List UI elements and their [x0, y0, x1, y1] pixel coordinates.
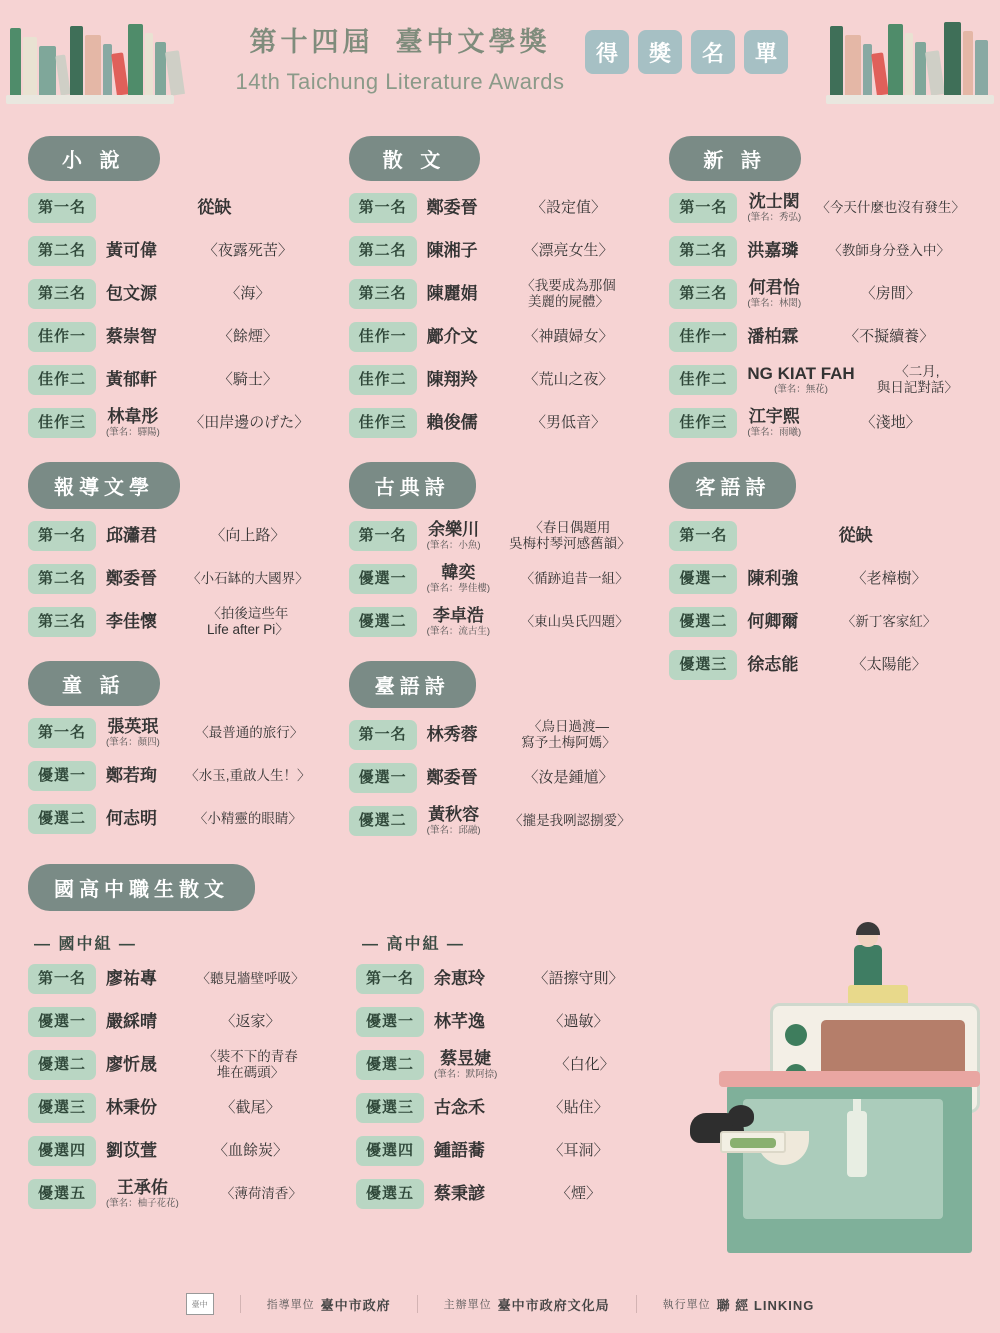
divider [636, 1295, 637, 1313]
work-title: 〈汝是鍾馗〉 [523, 769, 614, 786]
winner-name: 何志明 [106, 809, 157, 829]
bookshelf-left-illustration [0, 0, 180, 118]
winner-rows [28, 519, 331, 639]
winner-name: 林芊逸 [434, 1012, 485, 1032]
work-title: 〈餘煙〉 [217, 328, 278, 345]
winner-name: 廖忻晟 [106, 1055, 157, 1075]
column-2 [349, 136, 652, 860]
winner-row [669, 406, 972, 440]
work-title: 〈烏日過渡— 寫予土梅阿媽〉 [521, 718, 616, 750]
winner-row [349, 191, 652, 225]
work-title: 〈田岸邊のげた〉 [189, 414, 310, 431]
rank-badge: 第三名 [28, 279, 96, 308]
work-title: 〈太陽能〉 [851, 656, 927, 673]
work-title: 〈耳洞〉 [548, 1142, 609, 1159]
pen-name: (筆名：秀弘) [747, 211, 802, 223]
winner-name: 陳翔羚 [426, 370, 478, 390]
rank-badge: 優選五 [28, 1179, 96, 1208]
work-title: 〈今天什麼也沒有發生〉 [816, 199, 965, 215]
winner-row [28, 1048, 336, 1082]
pen-name: (筆名：默阿捺) [434, 1068, 498, 1080]
rank-badge: 佳作三 [669, 408, 737, 437]
award-chip: 獎 [638, 30, 682, 74]
rank-badge: 優選三 [356, 1093, 424, 1122]
rank-badge: 優選三 [669, 650, 737, 679]
section-hakka-poetry [669, 462, 972, 682]
winner-name: 包文源 [106, 284, 157, 304]
rank-badge: 第二名 [28, 564, 96, 593]
pen-name: (筆名：學佳樓) [426, 582, 490, 594]
winner-row [28, 962, 336, 996]
work-title: 〈房間〉 [860, 285, 921, 302]
winner-name: 余樂川 (筆名：小魚) [426, 520, 481, 551]
pen-name: (筆名：流古生) [426, 625, 490, 637]
winner-row [28, 1134, 336, 1168]
rank-badge: 佳作一 [669, 322, 737, 351]
winner-name: 張英珉 (筆名：顏四) [106, 717, 160, 748]
winner-name: 陳利強 [747, 569, 799, 589]
title-block [200, 20, 600, 95]
rank-badge: 優選三 [28, 1093, 96, 1122]
winner-name: 陳麗娟 [426, 284, 478, 304]
winner-row [669, 277, 972, 311]
winner-row [28, 320, 331, 354]
rank-badge: 第一名 [349, 521, 417, 550]
footer-org: 臺中市政府文化局 [497, 1297, 610, 1313]
section-prose [349, 136, 652, 440]
winner-row [28, 519, 331, 553]
pen-name: (筆名：林閎) [747, 297, 802, 309]
winner-row [28, 363, 331, 397]
rank-badge: 第一名 [349, 193, 417, 222]
work-title: 〈小石缽的大國界〉 [187, 570, 309, 586]
rank-badge: 優選一 [669, 564, 737, 593]
winner-row [349, 234, 652, 268]
work-title: 〈水玉,重啟人生！〉 [185, 767, 311, 783]
rank-badge: 優選五 [356, 1179, 424, 1208]
winner-row [669, 605, 972, 639]
section-reportage [28, 462, 331, 639]
rank-badge: 第三名 [669, 279, 737, 308]
work-title: 〈小精靈的眼睛〉 [193, 810, 302, 826]
winner-row [356, 1177, 664, 1211]
winner-row [28, 716, 331, 750]
section-classical-poetry [349, 462, 652, 639]
winner-row [28, 1177, 336, 1211]
student-groups [28, 929, 972, 1220]
winner-name: 古念禾 [434, 1098, 485, 1118]
winners-content [0, 120, 1000, 1220]
winner-name: 何卿爾 [747, 612, 799, 632]
pen-name: (筆名：顏四) [106, 736, 160, 748]
winner-name: 韓奕 (筆名：學佳樓) [426, 563, 490, 594]
work-title: 〈我要成為那個 美麗的屍體〉 [521, 277, 616, 309]
work-title: 〈二月, 與日記對話〉 [876, 363, 958, 395]
work-title: 〈神蹟婦女〉 [523, 328, 614, 345]
winner-row [356, 1048, 664, 1082]
column-3 [669, 136, 972, 704]
winner-name: 蔡秉諺 [434, 1184, 485, 1204]
english-title: 14th Taichung Literature Awards [235, 69, 565, 94]
rank-badge: 優選四 [28, 1136, 96, 1165]
work-title: 〈循跡追昔一組〉 [520, 570, 629, 586]
winners-columns [28, 136, 972, 860]
rank-badge: 佳作三 [28, 408, 96, 437]
rank-badge: 第一名 [28, 521, 96, 550]
rank-badge: 第一名 [28, 193, 96, 222]
winner-rows [349, 519, 652, 639]
rank-badge: 優選二 [28, 804, 96, 833]
winner-rows [28, 716, 331, 836]
rank-badge: 優選一 [349, 564, 417, 593]
section-title: 客語詩 [669, 462, 796, 509]
winner-rows [356, 962, 664, 1211]
rank-badge: 第三名 [28, 607, 96, 636]
work-title: 〈老樟樹〉 [851, 570, 927, 587]
winner-name: 蔡昱婕 (筆名：默阿捺) [434, 1049, 498, 1080]
book-illustration [944, 22, 961, 95]
book-illustration [39, 46, 56, 95]
winner-name: NG KIAT FAH (筆名：無花) [747, 364, 855, 395]
rank-badge: 佳作一 [349, 322, 417, 351]
winner-row [28, 605, 331, 639]
winner-name: 鄭委晉 [426, 198, 478, 218]
winner-name: 洪嘉璘 [747, 241, 799, 261]
rank-badge: 第三名 [349, 279, 417, 308]
section-modern-poetry [669, 136, 972, 440]
winner-name: 嚴綵晴 [106, 1012, 157, 1032]
winner-row [28, 1091, 336, 1125]
winner-name: 王承佑 (筆名：柚子花花) [106, 1178, 179, 1209]
pen-name: (筆名：小魚) [426, 539, 481, 551]
section-title: 古典詩 [349, 462, 476, 509]
pen-name: (筆名：雨曦) [747, 426, 802, 438]
book-illustration [128, 24, 143, 95]
book-illustration [70, 26, 83, 95]
book-illustration [863, 44, 872, 95]
winner-name: 黃秋容 (筆名：邱融) [426, 805, 481, 836]
winner-rows [28, 191, 331, 440]
student-group-junior [28, 929, 336, 1220]
winner-row [349, 406, 652, 440]
rank-badge: 第二名 [669, 236, 737, 265]
section-title: 小 說 [28, 136, 160, 181]
rank-badge: 佳作二 [349, 365, 417, 394]
section-title: 散 文 [349, 136, 481, 181]
winner-row [28, 802, 331, 836]
rank-badge: 佳作三 [349, 408, 417, 437]
winner-row [349, 804, 652, 838]
winner-rows [349, 191, 652, 440]
winner-name: 林韋彤 (筆名：驛陽) [106, 407, 160, 438]
winner-row [349, 320, 652, 354]
work-title: 〈海〉 [225, 285, 271, 302]
winner-name: 江宇熙 (筆名：雨曦) [747, 407, 802, 438]
winner-name: 余恵玲 [434, 969, 485, 989]
rank-badge: 優選一 [28, 761, 96, 790]
work-title: 〈聽見牆壁呼吸〉 [196, 970, 305, 986]
winner-row [669, 648, 972, 682]
rank-badge: 第一名 [669, 193, 737, 222]
section-title: 臺語詩 [349, 661, 476, 708]
winner-row [669, 234, 972, 268]
footer-item [267, 1295, 391, 1314]
winner-row [28, 406, 331, 440]
rank-badge: 優選四 [356, 1136, 424, 1165]
bookshelf-right-illustration [820, 0, 1000, 118]
pen-name: (筆名：柚子花花) [106, 1197, 179, 1209]
book-illustration [963, 31, 973, 95]
work-title: 〈截尾〉 [220, 1099, 281, 1116]
award-chip: 得 [585, 30, 629, 74]
group-label: — 高中組 — [362, 936, 465, 953]
rank-badge: 優選一 [349, 763, 417, 792]
work-title: 〈貼住〉 [548, 1099, 609, 1116]
winner-row [349, 761, 652, 795]
winner-name: 鍾語蕎 [434, 1141, 485, 1161]
work-title: 〈攏是我咧認捌愛〉 [509, 812, 631, 828]
book-illustration [10, 28, 21, 95]
book-illustration [905, 33, 913, 95]
work-title: 〈東山吳氏四題〉 [520, 613, 629, 629]
rank-badge: 優選二 [28, 1050, 96, 1079]
winner-row [28, 234, 331, 268]
chinese-title [200, 20, 600, 59]
winner-name: 林秉份 [106, 1098, 157, 1118]
winner-name: 邱瀟君 [106, 526, 157, 546]
winner-name: 何君怡 (筆名：林閎) [747, 278, 802, 309]
winner-row [356, 1134, 664, 1168]
rank-badge: 第一名 [28, 964, 96, 993]
chinese-title-name: 臺中文學獎 [395, 27, 551, 57]
section-student-prose [28, 864, 972, 1220]
footer-label: 主辦單位 [443, 1299, 492, 1311]
winner-name: 徐志能 [747, 655, 799, 675]
winner-name: 廖祐專 [106, 969, 157, 989]
rank-badge: 優選二 [356, 1050, 424, 1079]
winner-row [356, 1005, 664, 1039]
book-illustration [845, 35, 861, 95]
section-title: 童 話 [28, 661, 160, 706]
footer-label: 執行單位 [662, 1299, 711, 1311]
column-1 [28, 136, 331, 858]
work-title: 〈夜露死苦〉 [202, 242, 293, 259]
divider [417, 1295, 418, 1313]
winner-row [349, 277, 652, 311]
work-title: 〈設定值〉 [531, 199, 607, 216]
winner-name: 鄺介文 [426, 327, 478, 347]
footer [0, 1293, 1000, 1315]
rank-badge: 佳作二 [28, 365, 96, 394]
rank-badge: 優選一 [28, 1007, 96, 1036]
divider [240, 1295, 241, 1313]
book-illustration [23, 37, 37, 95]
rank-badge: 第一名 [28, 718, 96, 747]
winner-row [28, 277, 331, 311]
book-illustration [915, 42, 926, 95]
winner-row [28, 562, 331, 596]
winner-name: 鄭委晉 [426, 768, 478, 788]
footer-label: 指導單位 [266, 1299, 315, 1311]
work-title: 〈不擬續養〉 [844, 328, 935, 345]
winner-row [28, 759, 331, 793]
work-title: 〈血餘炭〉 [212, 1142, 288, 1159]
rank-badge: 第一名 [669, 521, 737, 550]
section-title: 國高中職生散文 [28, 864, 255, 911]
winner-row [669, 519, 972, 553]
book-illustration [111, 52, 129, 95]
book-illustration [103, 44, 112, 95]
work-title: 〈薄荷清香〉 [220, 1185, 302, 1201]
rank-badge: 優選二 [669, 607, 737, 636]
rank-badge: 優選二 [349, 607, 417, 636]
work-title: 〈返家〉 [220, 1013, 281, 1030]
section-taiwanese-poetry [349, 661, 652, 838]
winner-name: 李佳懷 [106, 612, 157, 632]
work-title: 〈最普通的旅行〉 [195, 724, 304, 740]
book-illustration [55, 54, 70, 95]
winner-name: 沈士閎 (筆名：秀弘) [747, 192, 802, 223]
winner-row [356, 962, 664, 996]
winner-row [349, 562, 652, 596]
work-title: 〈白化〉 [554, 1056, 615, 1073]
rank-badge: 優選一 [356, 1007, 424, 1036]
book-illustration [85, 35, 101, 95]
footer-org: 臺中市政府 [320, 1297, 391, 1313]
winner-name: 林秀蓉 [426, 725, 478, 745]
winner-row [349, 519, 652, 553]
city-seal-icon: 臺中 [186, 1293, 214, 1315]
footer-item [186, 1293, 214, 1315]
section-title: 報導文學 [28, 462, 180, 509]
book-illustration [145, 33, 153, 95]
book-illustration [888, 24, 903, 95]
rank-badge: 第一名 [356, 964, 424, 993]
work-title: 〈荒山之夜〉 [523, 371, 614, 388]
work-title: 〈新丁客家紅〉 [841, 613, 937, 629]
winner-row [669, 363, 972, 397]
pen-name: (筆名：邱融) [426, 824, 481, 836]
work-title: 〈拍後這些年 Life after Pi〉 [206, 605, 289, 637]
section-fairytale [28, 661, 331, 836]
award-chips [585, 30, 788, 74]
winner-row [28, 1005, 336, 1039]
winner-rows [349, 718, 652, 838]
winner-row [669, 562, 972, 596]
work-title: 〈春日偶題用 吳梅村琴河感舊韻〉 [509, 519, 631, 551]
poster-header [0, 0, 1000, 120]
rank-badge: 第一名 [349, 720, 417, 749]
rank-badge: 優選二 [349, 806, 417, 835]
winner-row [349, 363, 652, 397]
book-illustration [975, 40, 988, 95]
winner-name: 黃可偉 [106, 241, 157, 261]
footer-item [444, 1295, 610, 1314]
footer-org: 聯 經 LINKING [716, 1297, 815, 1313]
winner-name: 潘柏霖 [747, 327, 799, 347]
work-title: 〈過敏〉 [548, 1013, 609, 1030]
winner-row [349, 718, 652, 752]
work-title: 〈裝不下的青春 堆在碼頭〉 [203, 1048, 298, 1080]
award-chip: 名 [691, 30, 735, 74]
book-illustration [155, 42, 166, 95]
work-title: 〈男低音〉 [531, 414, 607, 431]
section-novel [28, 136, 331, 440]
winner-rows [669, 519, 972, 682]
winner-name: 劉苡萱 [106, 1141, 157, 1161]
work-title: 〈煙〉 [555, 1185, 601, 1202]
winner-name: 賴俊儒 [426, 413, 478, 433]
award-chip: 單 [744, 30, 788, 74]
winner-rows [28, 962, 336, 1211]
work-title: 〈騎士〉 [217, 371, 278, 388]
winner-row [28, 191, 331, 225]
winner-name: 從缺 [197, 198, 232, 218]
book-illustration [165, 50, 185, 96]
chinese-title-edition: 第十四屆 [249, 27, 374, 57]
rank-badge: 佳作一 [28, 322, 96, 351]
work-title: 〈教師身分登入中〉 [828, 242, 950, 258]
winner-row [356, 1091, 664, 1125]
winner-name: 蔡崇智 [106, 327, 157, 347]
winner-rows [669, 191, 972, 440]
work-title: 〈語擦守則〉 [533, 970, 624, 987]
winner-row [349, 605, 652, 639]
section-title: 新 詩 [669, 136, 801, 181]
pen-name: (筆名：驛陽) [106, 426, 160, 438]
winner-name: 鄭若珣 [106, 766, 157, 786]
winner-row [669, 191, 972, 225]
pen-name: (筆名：無花) [774, 383, 828, 395]
rank-badge: 第二名 [28, 236, 96, 265]
winner-row [669, 320, 972, 354]
winner-name: 陳湘子 [426, 241, 478, 261]
work-title: 〈淺地〉 [860, 414, 921, 431]
student-group-senior [356, 929, 664, 1220]
book-illustration [830, 26, 843, 95]
book-illustration [871, 52, 889, 95]
group-label: — 國中組 — [34, 936, 137, 953]
work-title: 〈向上路〉 [210, 527, 286, 544]
book-illustration [925, 50, 945, 96]
winner-name: 李卓浩 (筆名：流古生) [426, 606, 490, 637]
winner-name: 黃郁軒 [106, 370, 157, 390]
winner-name: 從缺 [838, 526, 873, 546]
work-title: 〈漂亮女生〉 [523, 242, 614, 259]
footer-item [663, 1295, 815, 1314]
winner-name: 鄭委晉 [106, 569, 157, 589]
rank-badge: 佳作二 [669, 365, 737, 394]
rank-badge: 第二名 [349, 236, 417, 265]
